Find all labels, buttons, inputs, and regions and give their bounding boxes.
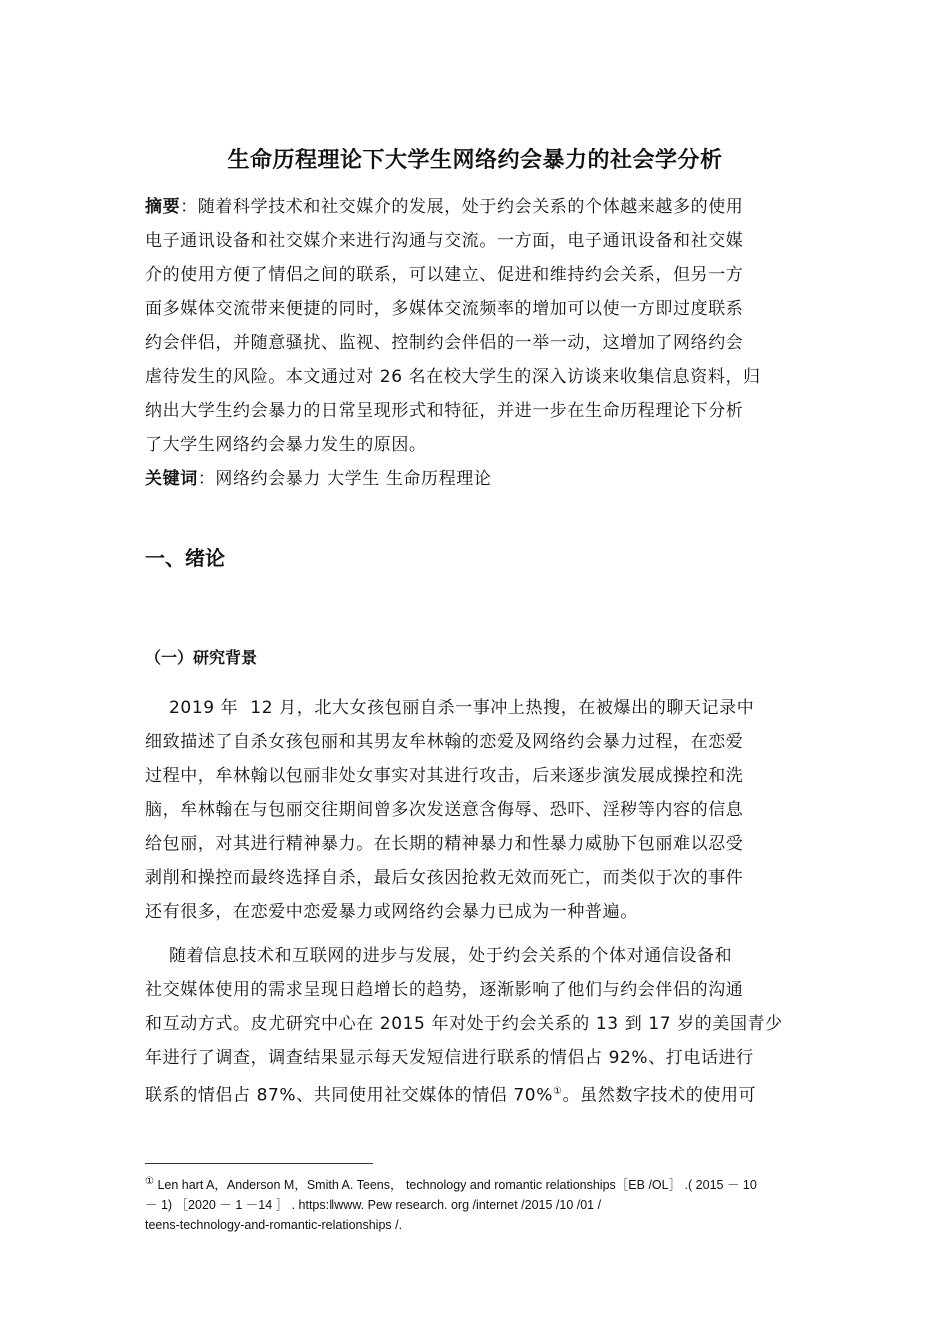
paragraph-1 [145,691,805,929]
paragraph-line: 虐待发生的风险。本文通过对 26 名在校大学生的深入访谈来收集信息资料，归 [145,367,761,387]
document-title: 生命历程理论下大学生网络约会暴力的社会学分析 [227,148,723,173]
abstract-line [145,190,805,224]
paragraph-line: 过程中，牟林翰以包丽非处女事实对其进行攻击，后来逐步演发展成操控和洗 [145,766,744,786]
paragraph-line: 介的使用方便了情侣之间的联系，可以建立、促进和维持约会关系，但另一方 [145,265,744,285]
paragraph-line: 剥削和操控而最终选择自杀，最后女孩因抢救无效而死亡，而类似于次的事件 [145,868,744,888]
keywords-text: ：网络约会暴力 大学生 生命历程理论 [197,469,492,489]
footnote-line [145,1172,815,1195]
paragraph-2 [145,939,805,1109]
paragraph-line: 还有很多，在恋爱中恋爱暴力或网络约会暴力已成为一种普遍。 [145,902,638,922]
paragraph-line: 脑，牟林翰在与包丽交往期间曾多次发送意含侮辱、恐吓、淫秽等内容的信息 [145,800,744,820]
footnote-ref[interactable]: ① [552,1086,563,1097]
paragraph-line: 2019 年 12 月，北大女孩包丽自杀一事冲上热搜，在被爆出的聊天记录中 [145,698,755,718]
section-heading: 一、绪论 [145,546,225,570]
paragraph-line: 给包丽，对其进行精神暴力。在长期的精神暴力和性暴力威胁下包丽难以忍受 [145,834,744,854]
paragraph-line: 社交媒体使用的需求呈现日趋增长的趋势，逐渐影响了他们与约会伴侣的沟通 [145,980,744,1000]
abstract [145,190,805,496]
paragraph-line: 电子通讯设备和社交媒介来进行沟通与交流。一方面，电子通讯设备和社交媒 [145,231,744,251]
paragraph-line: 面多媒体交流带来便捷的同时，多媒体交流频率的增加可以使一方即过度联系 [145,299,744,319]
footnote-text: Len hart A，Anderson M，Smith A. Teens， technology and romantic relationships［EB /OL］ .( 2015 － 10 [153,1178,757,1193]
paragraph-line [145,1075,805,1109]
footnote-line: teens-technology-and-romantic-relationships /. [145,1218,403,1233]
footnote-mark: ① [145,1176,154,1187]
footnote [145,1172,815,1235]
subsection-heading: （一）研究背景 [145,648,258,667]
paragraph-line: 和互动方式。皮尤研究中心在 2015 年对处于约会关系的 13 到 17 岁的美国青少 [145,1014,783,1034]
paragraph-line: 了大学生网络约会暴力发生的原因。 [145,435,427,455]
abstract-label: 摘要 [145,197,181,217]
footnote-line: － 1) ［2020 － 1 －14 ］ . https:‖www. Pew research. org /internet /2015 /10 /01 / [145,1198,602,1213]
keywords-line [145,462,805,496]
footnote-divider [145,1163,373,1164]
paragraph-line: 纳出大学生约会暴力的日常呈现形式和特征，并进一步在生命历程理论下分析 [145,401,744,421]
text: 。虽然数字技术的使用可 [562,1085,757,1106]
text: 联系的情侣占 87%、共同使用社交媒体的情侣 70% [145,1085,553,1106]
paragraph-line: 随着信息技术和互联网的进步与发展，处于约会关系的个体对通信设备和 [145,946,733,966]
paragraph-line: 约会伴侣，并随意骚扰、监视、控制约会伴侣的一举一动，这增加了网络约会 [145,333,744,353]
keywords-label: 关键词 [145,469,198,489]
abstract-text: ：随着科学技术和社交媒介的发展，处于约会关系的个体越来越多的使用 [180,197,744,217]
paragraph-line: 年进行了调查，调查结果显示每天发短信进行联系的情侣占 92%、打电话进行 [145,1048,754,1068]
paragraph-line: 细致描述了自杀女孩包丽和其男友牟林翰的恋爱及网络约会暴力过程，在恋爱 [145,732,744,752]
